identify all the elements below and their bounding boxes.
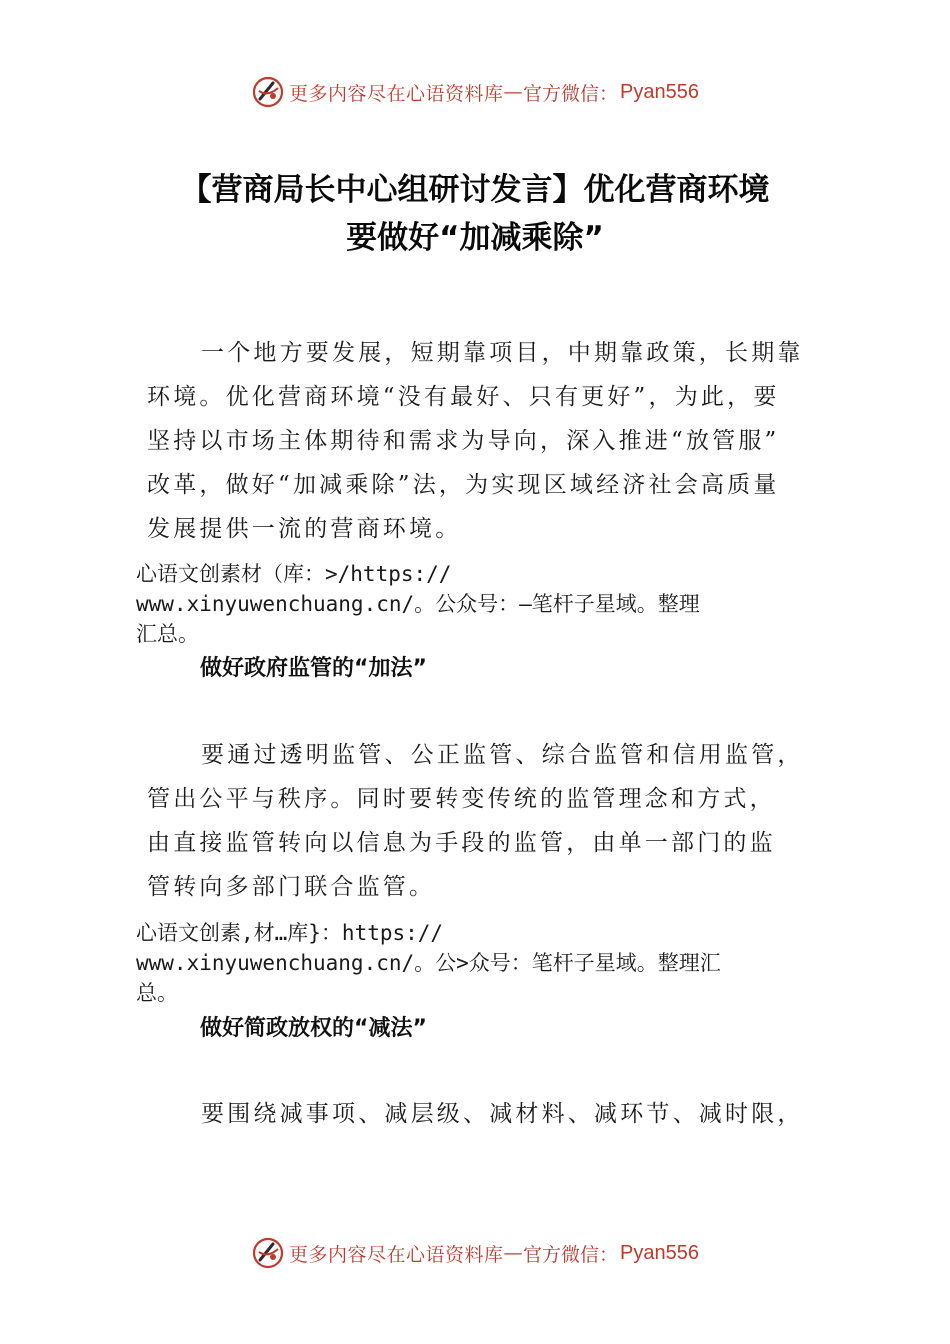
- banner-dash: —: [503, 81, 524, 103]
- banner-text: 更多内容尽在心语资料库: [289, 82, 504, 105]
- source-note-1: [136, 559, 826, 649]
- banner-text: 更多内容尽在心语资料库: [289, 1243, 504, 1266]
- section-line: 要通过透明监管、公正监管、综合监管和信用监管，: [201, 742, 804, 768]
- note-line: 总。: [136, 981, 178, 1005]
- section-line: 管转向多部门联合监管。: [147, 874, 436, 900]
- title-line-2: 要做好“加减乘除”: [346, 220, 604, 256]
- section-1-paragraph: [147, 733, 827, 909]
- banner-wechat-label: 官方微信：: [523, 82, 619, 105]
- section-2-paragraph: [147, 1092, 827, 1136]
- intro-line: 环境。优化营商环境“没有最好、只有更好”，为此，要: [147, 384, 780, 410]
- section-heading-2: 做好简政放权的“减法”: [200, 1016, 427, 1041]
- banner-wechat-label: 官方微信：: [523, 1243, 619, 1266]
- banner-wechat-id: Pyan556: [620, 80, 699, 103]
- note-line: 心语文创素材（库：>/https://: [136, 562, 452, 586]
- section-heading-1: 做好政府监管的“加法”: [200, 656, 427, 681]
- seal-logo-icon: [251, 1236, 285, 1270]
- title-line-1: 【营商局长中心组研讨发言】优化营商环境: [180, 172, 770, 208]
- section-line: 由直接监管转向以信息为手段的监管，由单一部门的监: [147, 830, 776, 856]
- intro-line: 改革，做好“加减乘除”法，为实现区域经济社会高质量: [147, 472, 780, 498]
- note-line: 心语文创素,材…库}：https://: [136, 921, 444, 945]
- banner-dash: —: [503, 1242, 524, 1264]
- intro-line: 发展提供一流的营商环境。: [147, 516, 462, 542]
- source-note-2: [136, 918, 826, 1008]
- section-line: 要围绕减事项、减层级、减材料、减环节、减时限，: [201, 1101, 804, 1127]
- intro-line: 坚持以市场主体期待和需求为导向，深入推进“放管服”: [147, 428, 780, 454]
- document-title: [90, 166, 860, 262]
- seal-logo-icon: [251, 75, 285, 109]
- header-banner: [0, 72, 950, 112]
- banner-wechat-id: Pyan556: [620, 1241, 699, 1264]
- note-line: www.xinyuwenchuang.cn/。公众号：—笔杆子星域。整理: [136, 592, 700, 616]
- intro-paragraph: [147, 331, 827, 551]
- note-line: www.xinyuwenchuang.cn/。公>众号：笔杆子星域。整理汇: [136, 951, 721, 975]
- footer-banner: [0, 1233, 950, 1273]
- intro-line: 一个地方要发展，短期靠项目，中期靠政策，长期靠: [201, 340, 804, 366]
- note-line: 汇总。: [136, 622, 199, 646]
- section-line: 管出公平与秩序。同时要转变传统的监管理念和方式，: [147, 786, 776, 812]
